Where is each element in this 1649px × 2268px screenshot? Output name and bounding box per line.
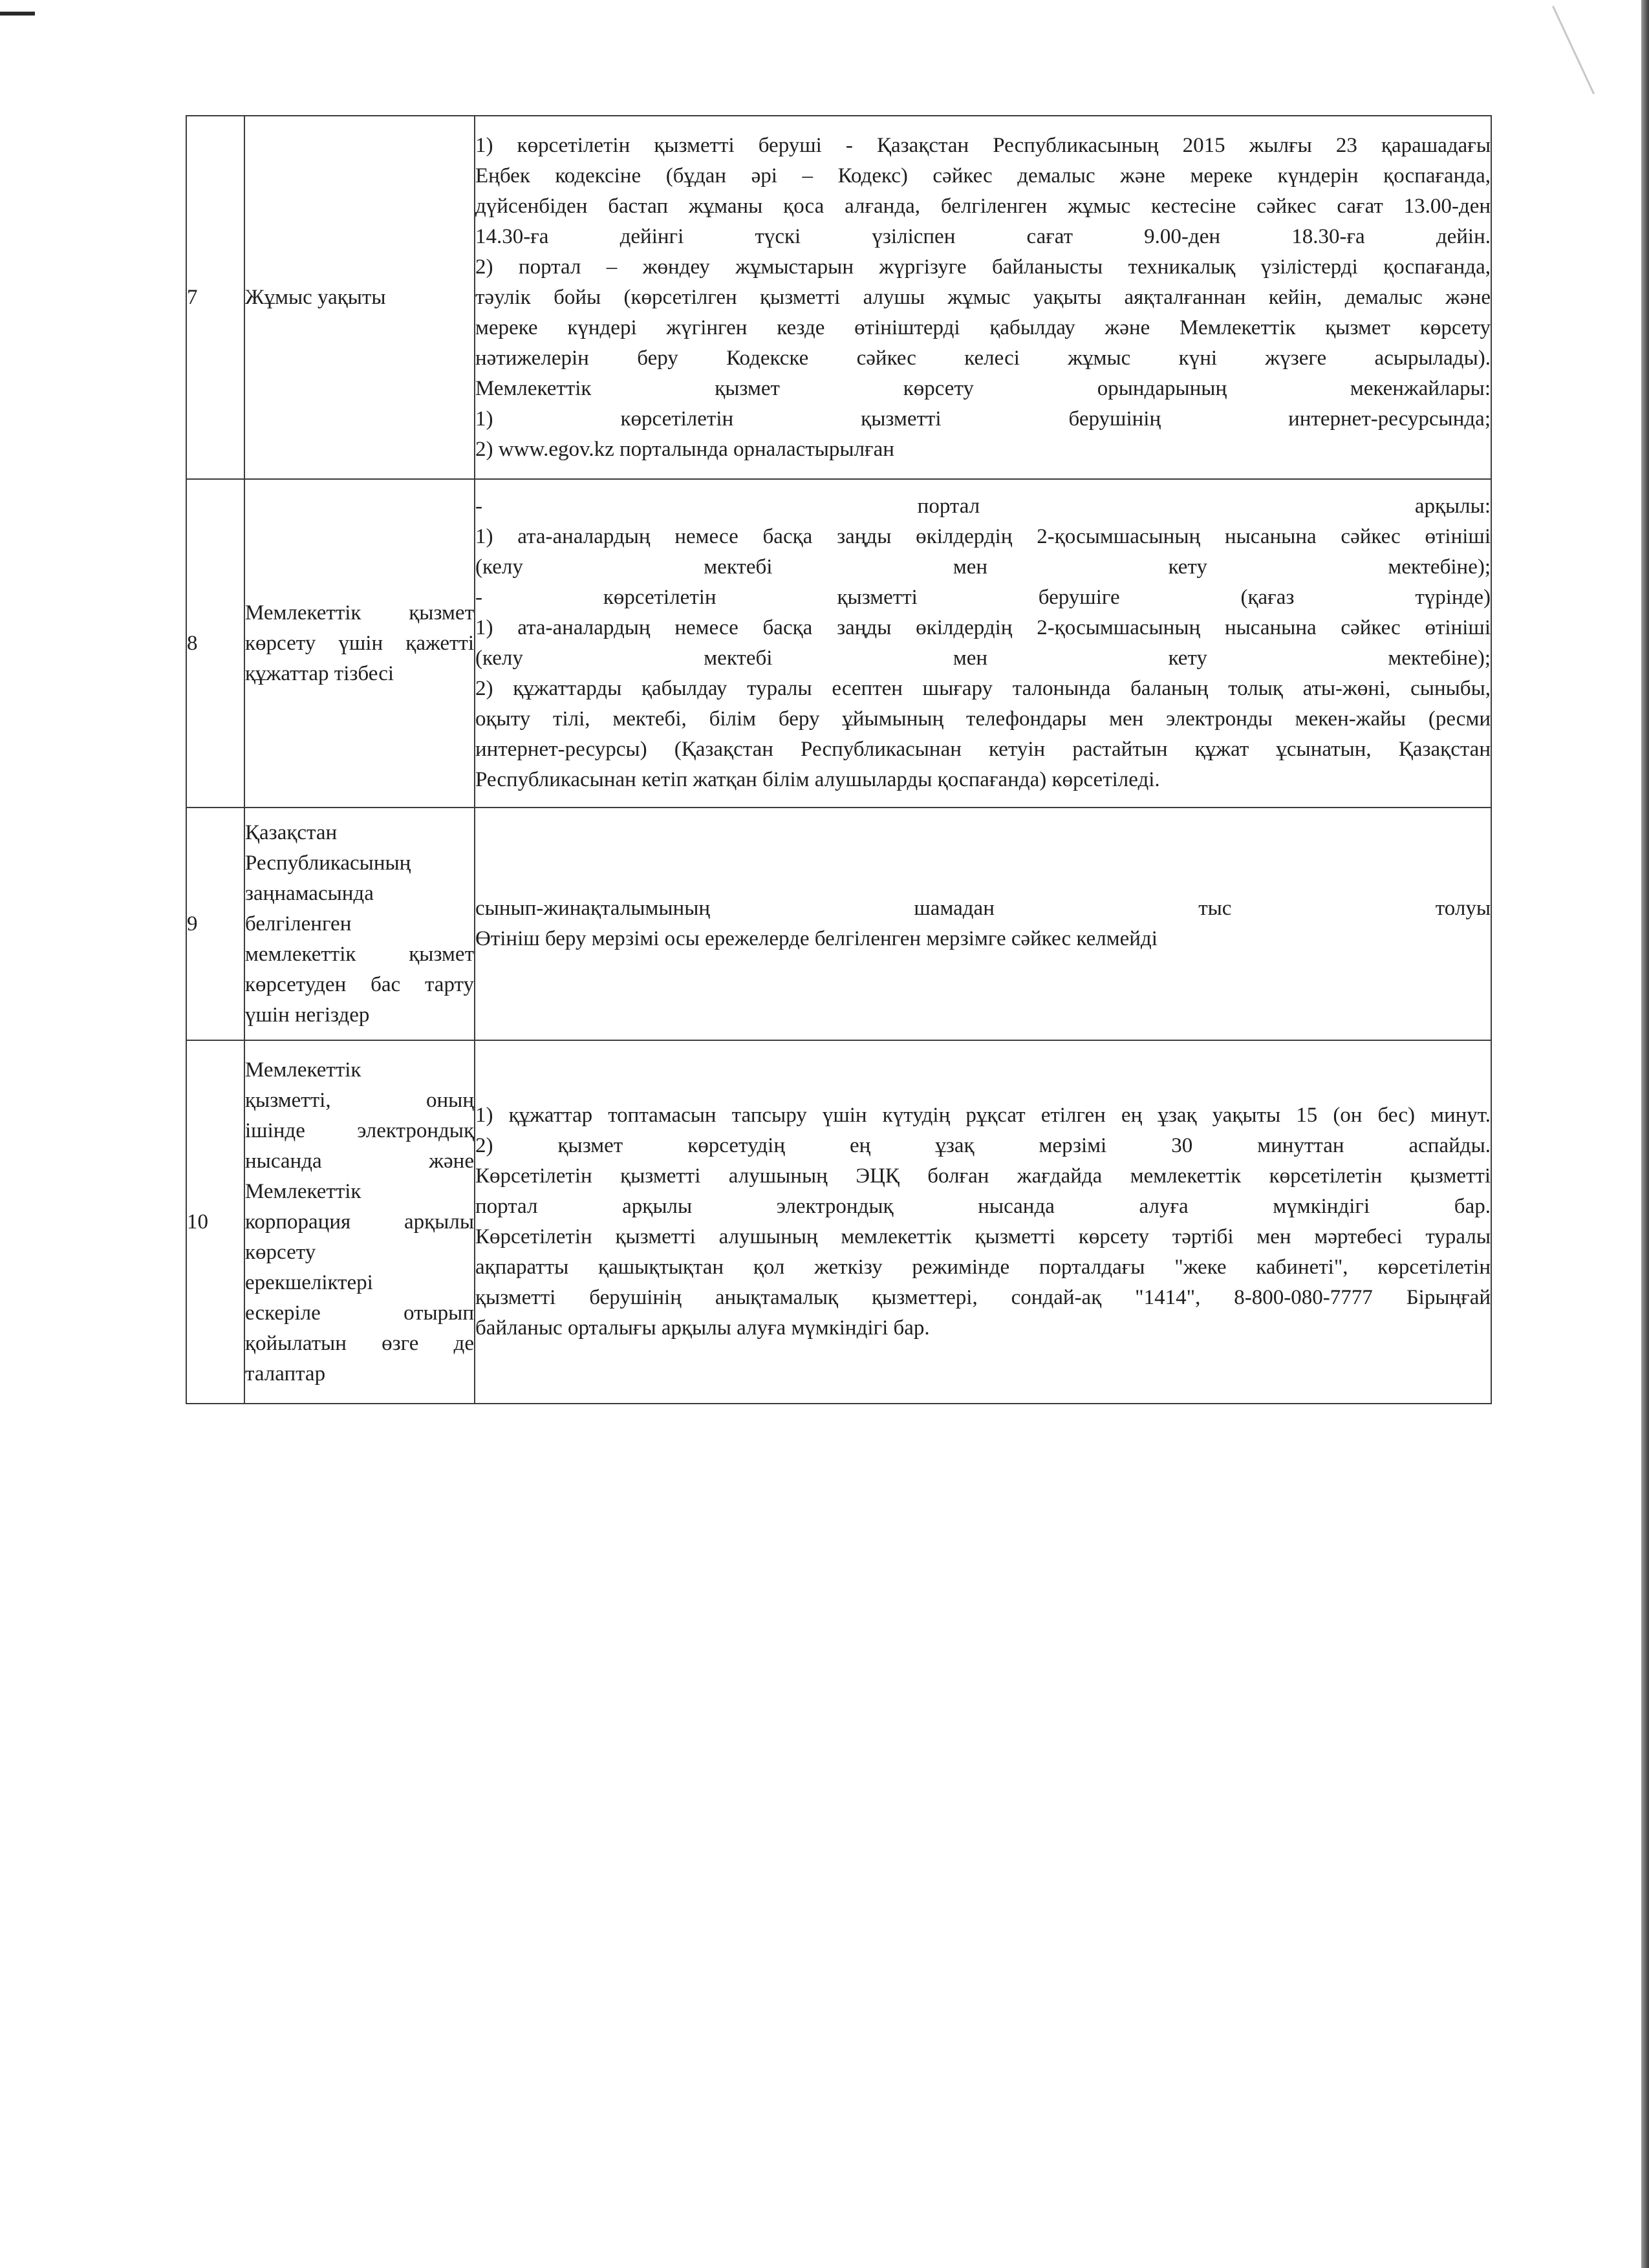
label-line: заңнамасында xyxy=(245,881,374,905)
content-line: 2) қызмет көрсетудің ең ұзақ мерзімі 30 минуттан аспайды. xyxy=(475,1134,1491,1157)
content-line: 1) көрсетілетін қызметті беруші - Қазақстан Республикасының 2015 жылғы 23 қарашадағы xyxy=(475,133,1491,157)
content-line: 1) көрсетілетін қызметті берушінің интернет-ресурсында; xyxy=(475,407,1491,431)
content-line: портал арқылы электрондық нысанда алуға мүмкіндігі бар. xyxy=(475,1195,1491,1218)
row-label xyxy=(244,116,475,479)
content-line: дүйсенбіден бастап жұманы қоса алғанда, белгіленген жұмыс кестесіне сәйкес сағат 13.00-ден xyxy=(475,194,1491,218)
table-row-refusal-grounds xyxy=(186,808,1491,1040)
content-line: 14.30-ға дейінгі түскі үзіліспен сағат 9.00-ден 18.30-ға дейін. xyxy=(475,224,1491,248)
label-line: құжаттар тізбесі xyxy=(245,661,394,685)
content-line-egov-link: 2) www.egov.kz порталында орналастырылған xyxy=(475,437,894,461)
row-number: 9 xyxy=(186,808,244,1040)
content-line: - портал арқылы: xyxy=(475,495,1491,518)
label-line: Республикасының xyxy=(245,851,411,875)
row-number: 8 xyxy=(186,479,244,808)
row-label xyxy=(244,1040,475,1404)
content-line: 1) ата-аналардың немесе басқа заңды өкілдердің 2-қосымшасының нысанына сәйкес өтініші xyxy=(475,616,1491,639)
content-line: Республикасынан кетіп жатқан білім алушыларды қоспағанда) көрсетіледі. xyxy=(475,768,1160,791)
content-line-phone-numbers: қызметті берушінің анықтамалық қызметтері, сондай-ақ "1414", 8-800-080-7777 Бірыңғай xyxy=(475,1286,1491,1309)
content-line: 2) құжаттарды қабылдау туралы есептен шығару талонында баланың толық аты-жөні, сыныбы, xyxy=(475,677,1491,700)
label-line: көрсету xyxy=(245,1240,316,1264)
label-line: Жұмыс уақыты xyxy=(245,285,386,309)
content-line: интернет-ресурсы) (Қазақстан Республикасынан кетуін растайтын құжат ұсынатын, Қазақстан xyxy=(475,738,1491,761)
content-line: 1) ата-аналардың немесе басқа заңды өкілдердің 2-қосымшасының нысанына сәйкес өтініші xyxy=(475,525,1491,548)
row-content xyxy=(475,1040,1491,1404)
content-line: мереке күндері жүгінген кезде өтініштерді қабылдау және Мемлекеттік қызмет көрсету xyxy=(475,316,1491,339)
label-line: Мемлекеттік xyxy=(245,1179,361,1203)
content-line: 2) портал – жөндеу жұмыстарын жүргізуге байланысты техникалық үзілістерді қоспағанда, xyxy=(475,255,1491,279)
content-line: ақпаратты қашықтықтан қол жеткізу режимінде порталдағы "жеке кабинеті", көрсетілетін xyxy=(475,1256,1491,1279)
label-line: көрсету үшін қажетті xyxy=(245,631,474,655)
row-content xyxy=(475,116,1491,479)
label-line: ерекшеліктері xyxy=(245,1270,373,1294)
row-content xyxy=(475,479,1491,808)
label-line: ескеріле отырып xyxy=(245,1301,474,1325)
label-line: Мемлекеттік қызмет xyxy=(245,601,474,625)
label-line: Мемлекеттік xyxy=(245,1058,361,1082)
content-line: (келу мектебі мен кету мектебіне); xyxy=(475,555,1491,579)
label-line: нысанда және xyxy=(245,1149,474,1173)
table-row-working-hours xyxy=(186,116,1491,479)
label-line: ішінде электрондық xyxy=(245,1118,474,1142)
row-label xyxy=(244,808,475,1040)
scan-artifact-diagonal xyxy=(1552,6,1595,94)
label-line: талаптар xyxy=(245,1362,326,1385)
label-line: көрсетуден бас тарту xyxy=(245,972,474,996)
row-number: 10 xyxy=(186,1040,244,1404)
content-line: Өтініш беру мерзімі осы ережелерде белгіленген мерзімге сәйкес келмейді xyxy=(475,927,1158,950)
scan-edge-shadow xyxy=(1641,0,1649,2268)
label-line: белгіленген xyxy=(245,912,352,936)
label-line: корпорация арқылы xyxy=(245,1210,474,1234)
row-label xyxy=(244,479,475,808)
label-line: Қазақстан xyxy=(245,820,338,844)
content-line: Көрсетілетін қызметті алушының ЭЦҚ болған жағдайда мемлекеттік көрсетілетін қызметті xyxy=(475,1164,1491,1188)
content-line: Көрсетілетін қызметті алушының мемлекеттік қызметті көрсету тәртібі мен мәртебесі туралы xyxy=(475,1225,1491,1248)
content-line: Еңбек кодексіне (бұдан әрі – Кодекс) сәйкес демалыс және мереке күндерін қоспағанда, xyxy=(475,164,1491,187)
row-number: 7 xyxy=(186,116,244,479)
content-line: (келу мектебі мен кету мектебіне); xyxy=(475,647,1491,670)
label-line: мемлекеттік қызмет xyxy=(245,942,474,966)
scan-artifact-top-left xyxy=(0,12,35,16)
label-line: үшін негіздер xyxy=(245,1003,370,1027)
table-row-other-requirements xyxy=(186,1040,1491,1404)
content-line: оқыту тілі, мектебі, білім беру ұйымының телефондары мен электронды мекен-жайы (ресми xyxy=(475,707,1491,731)
service-standard-table xyxy=(186,115,1492,1404)
content-line: тәулік бойы (көрсетілген қызметті алушы жұмыс уақыты аяқталғаннан кейін, демалыс және xyxy=(475,285,1491,309)
content-line: - көрсетілетін қызметті берушіге (қағаз түрінде) xyxy=(475,586,1491,609)
content-line: Мемлекеттік қызмет көрсету орындарының мекенжайлары: xyxy=(475,376,1491,400)
content-line: сынып-жинақталымының шамадан тыс толуы xyxy=(475,897,1491,920)
content-line: байланыс орталығы арқылы алуға мүмкіндігі бар. xyxy=(475,1316,930,1340)
content-line: 1) құжаттар топтамасын тапсыру үшін күтудің рұқсат етілген ең ұзақ уақыты 15 (он бес) минут. xyxy=(475,1104,1491,1127)
row-content xyxy=(475,808,1491,1040)
label-line: қойылатын өзге де xyxy=(245,1331,474,1355)
label-line: қызметті, оның xyxy=(245,1088,474,1112)
table-row-required-documents xyxy=(186,479,1491,808)
content-line: нәтижелерін беру Кодекске сәйкес келесі жұмыс күні жүзеге асырылады). xyxy=(475,346,1491,370)
